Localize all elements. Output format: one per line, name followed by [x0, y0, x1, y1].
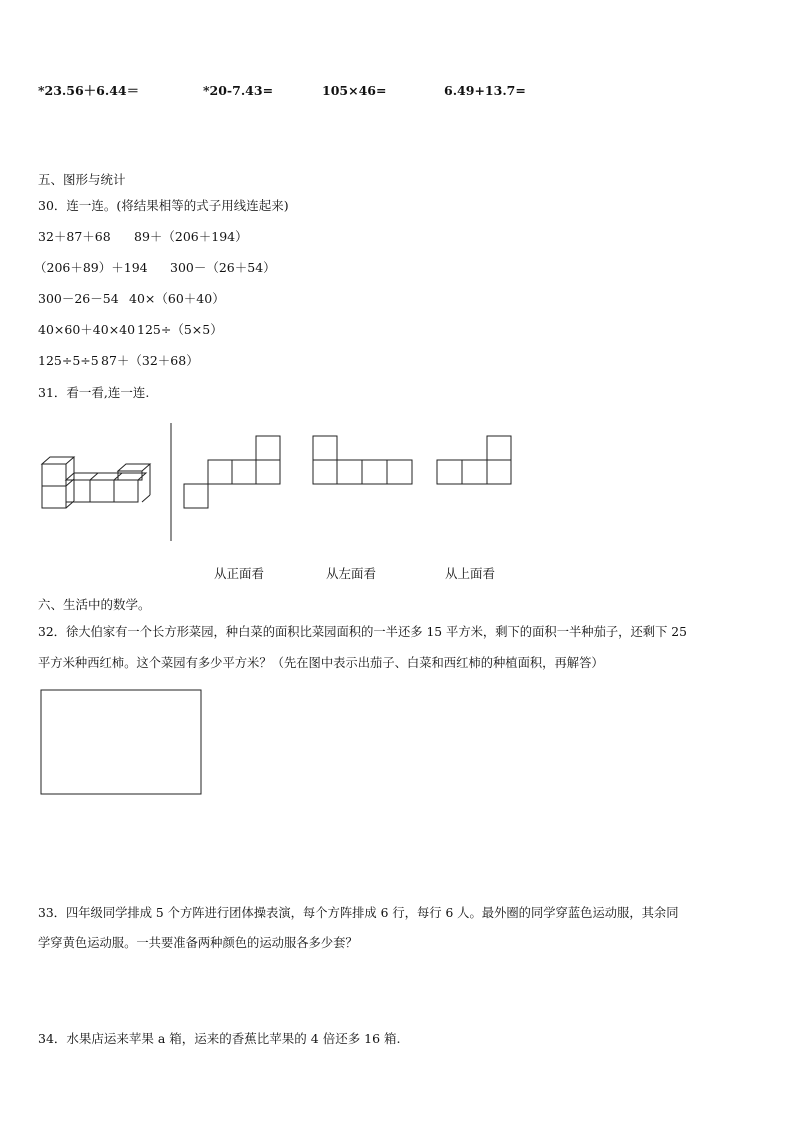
view-figure-3	[437, 436, 511, 484]
view-figure-1	[184, 436, 280, 508]
calc-item-3: 105×46=	[322, 83, 387, 98]
q30-left-3: 300－26－54	[38, 291, 119, 306]
q31-title: 31．看一看,连一连.	[38, 385, 150, 400]
q33-text-line-1: 33．四年级同学排成 5 个方阵进行团体操表演，每个方阵排成 6 行，每行 6 人。最外圈的同学穿蓝色运动服，其余同	[38, 906, 679, 920]
q34-text-line-1: 34．水果店运来苹果 a 箱，运来的香蕉比苹果的 4 倍还多 16 箱.	[38, 1031, 401, 1046]
view-label-front: 从正面看	[214, 566, 265, 581]
q32-text-line-2: 平方米种西红柿。这个菜园有多少平方米？（先在图中表示出茄子、白菜和西红柿的种植面积，再解答）	[38, 656, 604, 670]
q30-left-1: 32＋87＋68	[38, 229, 111, 244]
calc-item-1: *23.56＋6.44＝	[38, 83, 140, 98]
q30-right-2: 300－（26＋54）	[170, 260, 276, 275]
q33-text-line-2: 学穿黄色运动服。一共要准备两种颜色的运动服各多少套？	[38, 936, 358, 950]
view-figure-2	[313, 436, 412, 484]
q30-right-4: 125÷（5×5）	[137, 322, 223, 337]
section-6-title: 六、生活中的数学。	[38, 597, 151, 612]
garden-rectangle	[41, 690, 201, 794]
cube-solid-figure	[42, 457, 150, 508]
q30-right-3: 40×（60＋40）	[129, 291, 225, 306]
section-5-title: 五、图形与统计	[38, 172, 126, 187]
q32-text-line-1: 32．徐大伯家有一个长方形菜园，种白菜的面积比菜园面积的一半还多 15 平方米，剩下的面积一半种茄子，还剩下 25	[38, 625, 687, 639]
q30-right-1: 89＋（206＋194）	[134, 229, 248, 244]
q30-left-5: 125÷5÷5	[38, 353, 99, 368]
calc-item-2: *20-7.43=	[203, 83, 274, 98]
calc-item-4: 6.49+13.7=	[444, 83, 526, 98]
view-label-top: 从上面看	[445, 566, 496, 581]
q30-title: 30．连一连。(将结果相等的式子用线连起来)	[38, 198, 289, 213]
view-label-left: 从左面看	[326, 566, 377, 581]
q30-left-4: 40×60＋40×40	[38, 322, 136, 337]
q30-right-5: 87＋（32＋68）	[101, 353, 199, 368]
q30-left-2: （206＋89）＋194	[34, 260, 148, 275]
